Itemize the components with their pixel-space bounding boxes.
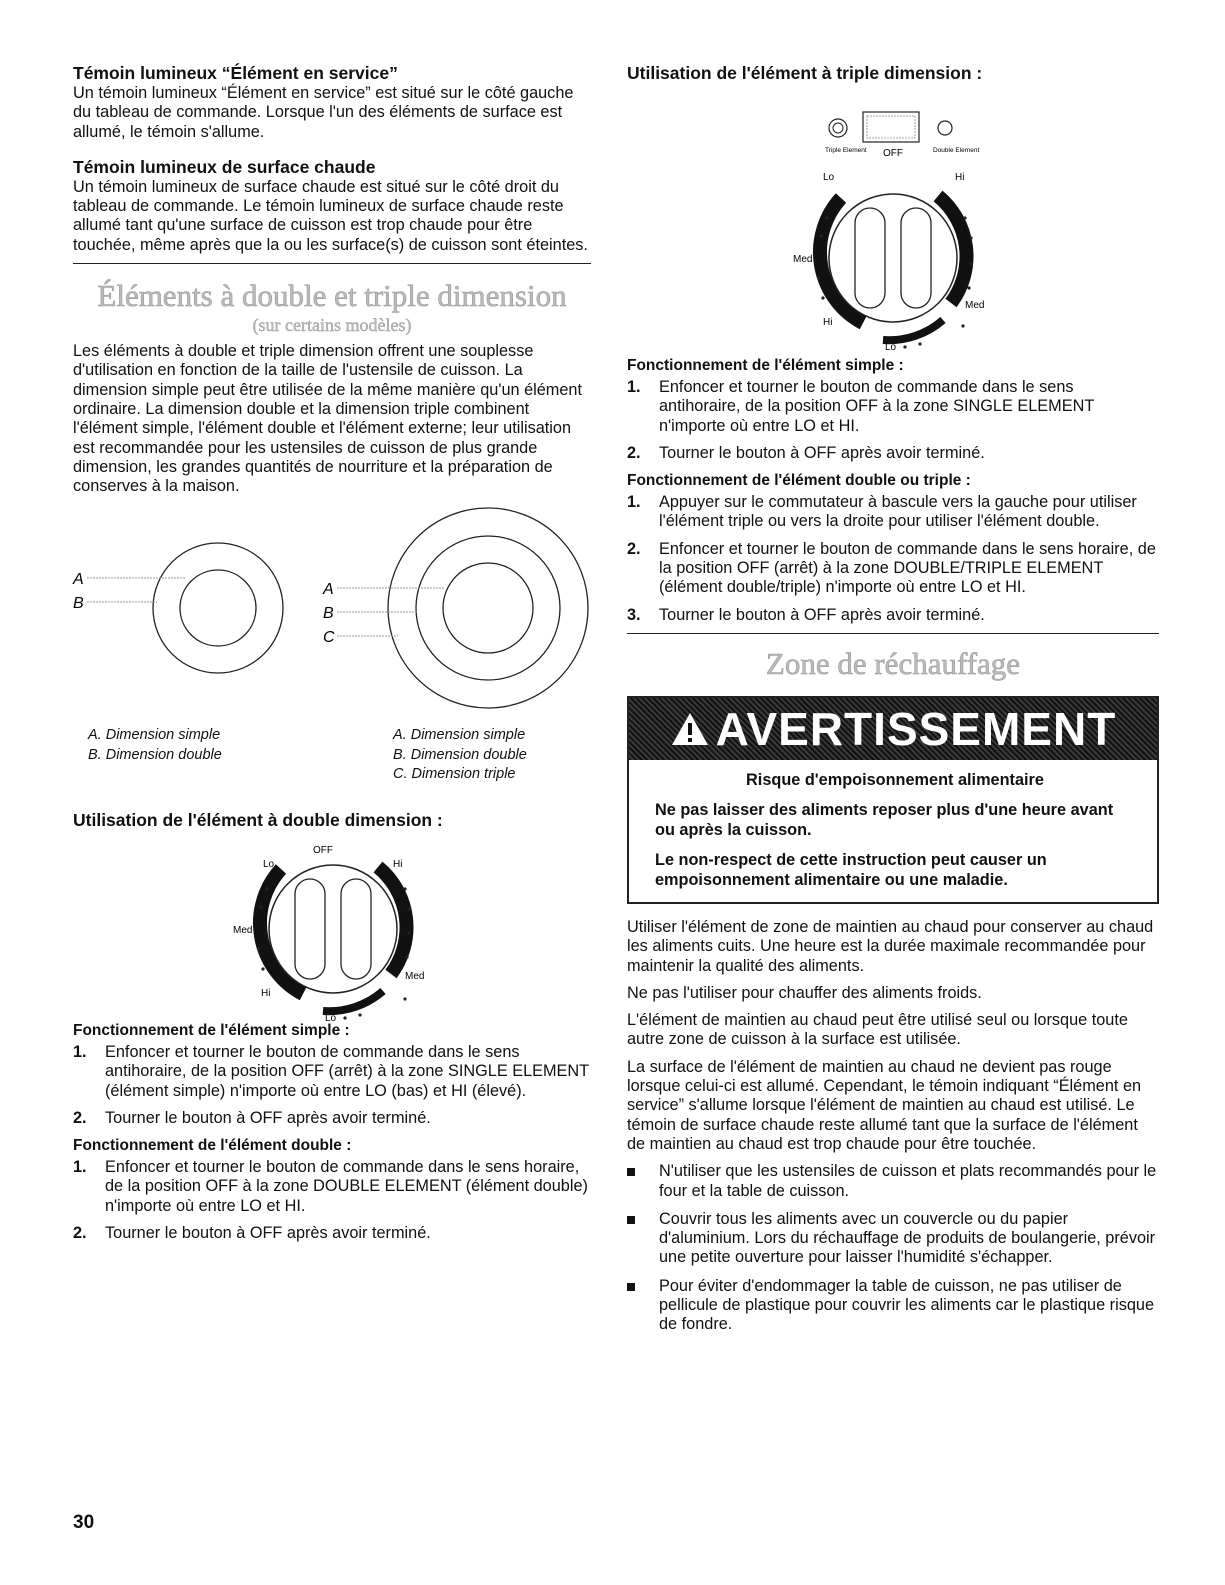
paragraph-element-on-light: Un témoin lumineux “Élément en service” est situé sur le côté gauche du tableau de commande. Lorsque l'un des éléments de surface est allumé, le témoin s'allume.	[73, 84, 574, 141]
caption-dual	[73, 726, 393, 785]
knob-label-lo-bottom: Lo	[885, 342, 897, 353]
heading-element-on-light: Témoin lumineux “Élément en service”	[73, 63, 398, 83]
list-item: Pour éviter d'endommager la table de cuisson, ne pas utiliser de pellicule de plastique pour couvrir les aliments car le plastique risque de fondre.	[627, 1277, 1159, 1335]
knob-label-hi: Hi	[393, 858, 403, 870]
lo-zone-arc	[883, 320, 943, 340]
list-item: 1. Enfoncer et tourner le bouton de commande dans le sens antihoraire, de la position OFF (arrêt) à la zone SINGLE ELEMENT (élément simple) n'importe où entre LO (bas) et HI (élevé).	[73, 1042, 589, 1100]
section-divider	[73, 263, 591, 264]
dual-outer-ring	[153, 543, 283, 673]
caption-triple	[393, 726, 527, 785]
triple-indicator-icon	[829, 119, 847, 137]
diagram-captions	[73, 726, 591, 785]
list-single-op	[73, 1043, 591, 1128]
list-item: 1. Enfoncer et tourner le bouton de commande dans le sens horaire, de la position OFF à la zone DOUBLE ELEMENT (élément double) n'importe où entre LO et HI.	[73, 1158, 588, 1215]
heading-dual-element-use: Utilisation de l'élément à double dimension :	[73, 809, 443, 830]
heading-hot-surface-light: Témoin lumineux de surface chaude	[73, 156, 376, 177]
dual-element-diagram	[72, 543, 283, 673]
right-column	[627, 62, 1159, 1344]
warming-zone-paragraphs	[627, 918, 1159, 1154]
knob-label-off: OFF	[883, 148, 903, 159]
knob-label-hi-left: Hi	[823, 317, 833, 328]
heading-triple-element-use: Utilisation de l'élément à triple dimension :	[627, 63, 983, 83]
section-title-dual-triple: Éléments à double et triple dimension	[97, 278, 567, 314]
triple-inner-ring	[443, 563, 533, 653]
paragraph-hot-surface-light: Un témoin lumineux de surface chaude est situé sur le côté droit du tableau de commande. Le témoin lumineux de surface chaude reste allumé tant qu'une surface de cuisson est trop chaude pour être touchée, même après que la ou les surface(s) de cuisson sont éteintes.	[73, 177, 588, 254]
lo-zone-arc	[323, 991, 383, 1011]
knob-label-lo-bottom: Lo	[325, 1012, 337, 1024]
knob-label-med-right: Med	[405, 970, 425, 982]
subheading-double-triple-op: Fonctionnement de l'élément double ou triple :	[627, 472, 971, 490]
list-double-op	[73, 1158, 591, 1243]
knob-label-hi-left: Hi	[261, 987, 271, 999]
knob-label-med: Med	[233, 924, 253, 936]
left-column	[73, 62, 591, 1251]
list-item: 2. Tourner le bouton à OFF après avoir terminé.	[73, 1224, 431, 1243]
section-divider	[627, 633, 1159, 634]
list-item: 2. Enfoncer et tourner le bouton de commande dans le sens horaire, de la position OFF (arrêt) à la zone DOUBLE/TRIPLE ELEMENT (élément double/triple) n'importe où entre LO et HI.	[627, 539, 1156, 597]
dual-inner-ring	[180, 570, 256, 646]
bullet-square-icon	[627, 1168, 635, 1176]
caption-dual-b: B. Dimension double	[88, 746, 222, 763]
knob-body	[269, 865, 397, 993]
list-item: 1. Appuyer sur le commutateur à bascule vers la gauche pour utiliser l'élément triple ou vers la droite pour utiliser l'élément double.	[627, 493, 1137, 531]
label-double-element: Double Element	[933, 147, 980, 154]
knob-label-lo: Lo	[823, 172, 835, 183]
subheading-double-op: Fonctionnement de l'élément double :	[73, 1137, 352, 1155]
paragraph: L'élément de maintien au chaud peut être utilisé seul ou lorsque toute autre zone de cuisson à la surface est utilisée.	[627, 1011, 1128, 1049]
triple-middle-ring	[416, 536, 560, 680]
section-subtitle-some-models: (sur certains modèles)	[252, 315, 412, 336]
paragraph: La surface de l'élément de maintien au chaud ne devient pas rouge lorsque celui-ci est allumé. Cependant, le témoin indiquant “Élément en service” s'allume lorsque l'élément de maintien au chaud est utilisé. Le témoin de surface chaude reste allumé tant que la surface de l'élément de maintien au chaud est trop chaude pour être touchée.	[627, 1057, 1142, 1153]
list-item: Couvrir tous les aliments avec un couvercle ou du papier d'aluminium. Lors du réchauffage de produits de boulangerie, prévoir une petite ouverture pour laisser l'humidité s'échapper.	[627, 1210, 1159, 1268]
diagram2-label-c: C	[323, 629, 335, 647]
knob-label-med-right: Med	[965, 300, 985, 311]
warning-line-2: Le non-respect de cette instruction peut causer un empoisonnement alimentaire ou une maladie.	[655, 850, 1047, 889]
caption-triple-b: B. Dimension double	[393, 746, 527, 763]
warning-line-1: Ne pas laisser des aliments reposer plus d'une heure avant ou après la cuisson.	[655, 800, 1114, 839]
triple-control-knob	[627, 88, 1159, 356]
paragraph-dual-triple-intro: Les éléments à double et triple dimension offrent une souplesse d'utilisation en fonction de la taille de l'ustensile de cuisson. La dimension simple peut être utilisée de la même manière qu'un élément ordinaire. La dimension double et la dimension triple combinent l'élément simple, l'élément double et l'élément externe; leur utilisation est recommandée pour les ustensiles de cuisson de plus grande dimension, les grandes quantités de nourriture et la préparation de conserves à la maison.	[73, 342, 583, 496]
subheading-single-op: Fonctionnement de l'élément simple :	[627, 357, 904, 374]
list-double-triple-op	[627, 493, 1159, 625]
element-size-diagrams	[73, 508, 591, 713]
bullet-square-icon	[627, 1283, 635, 1291]
page-number: 30	[73, 1512, 95, 1533]
warning-risk: Risque d'empoisonnement alimentaire	[746, 770, 1044, 789]
warning-body	[629, 760, 1157, 902]
double-indicator-icon	[938, 121, 952, 135]
list-item: 2. Tourner le bouton à OFF après avoir terminé.	[627, 443, 985, 462]
warning-triangle-icon	[670, 711, 710, 747]
warming-zone-bullets	[627, 1162, 1159, 1334]
knob-label-med: Med	[793, 254, 813, 265]
knob-label-lo: Lo	[263, 858, 275, 870]
diagram1-label-b: B	[73, 595, 84, 613]
warning-header	[629, 698, 1157, 760]
list-item: 1. Enfoncer et tourner le bouton de commande dans le sens antihoraire, de la position OFF à la zone SINGLE ELEMENT n'importe où entre LO et HI.	[627, 378, 1094, 435]
paragraph: Utiliser l'élément de zone de maintien au chaud pour conserver au chaud les aliments cuits. Une heure est la durée maximale recommandée pour maintenir la qualité des aliments.	[627, 917, 1154, 975]
dual-control-knob	[73, 837, 591, 1024]
list-single-op	[627, 378, 1159, 463]
subheading-single-op: Fonctionnement de l'élément simple :	[73, 1021, 350, 1039]
rocker-switch[interactable]	[863, 112, 919, 142]
diagram1-label-a: A	[73, 571, 84, 589]
knob-label-off: OFF	[313, 844, 333, 856]
caption-triple-a: A. Dimension simple	[393, 727, 526, 744]
label-triple-element: Triple Element	[825, 147, 867, 154]
warning-title: AVERTISSEMENT	[715, 702, 1117, 755]
diagram2-label-b: B	[323, 605, 334, 623]
list-item: 2. Tourner le bouton à OFF après avoir terminé.	[73, 1108, 431, 1127]
list-item: N'utiliser que les ustensiles de cuisson et plats recommandés pour le four et la table de cuisson.	[627, 1162, 1159, 1201]
triple-outer-ring	[388, 508, 588, 708]
caption-dual-a: A. Dimension simple	[88, 727, 221, 744]
triple-element-diagram	[322, 508, 588, 708]
paragraph: Ne pas l'utiliser pour chauffer des aliments froids.	[627, 983, 982, 1002]
list-item: 3. Tourner le bouton à OFF après avoir terminé.	[627, 605, 985, 624]
knob-body	[829, 194, 957, 322]
section-title-warming-zone: Zone de réchauffage	[765, 645, 1021, 681]
bullet-square-icon	[627, 1216, 635, 1224]
knob-label-hi: Hi	[955, 172, 965, 183]
diagram2-label-a: A	[323, 581, 334, 599]
warning-box	[627, 696, 1159, 904]
caption-triple-c: C. Dimension triple	[393, 766, 516, 783]
